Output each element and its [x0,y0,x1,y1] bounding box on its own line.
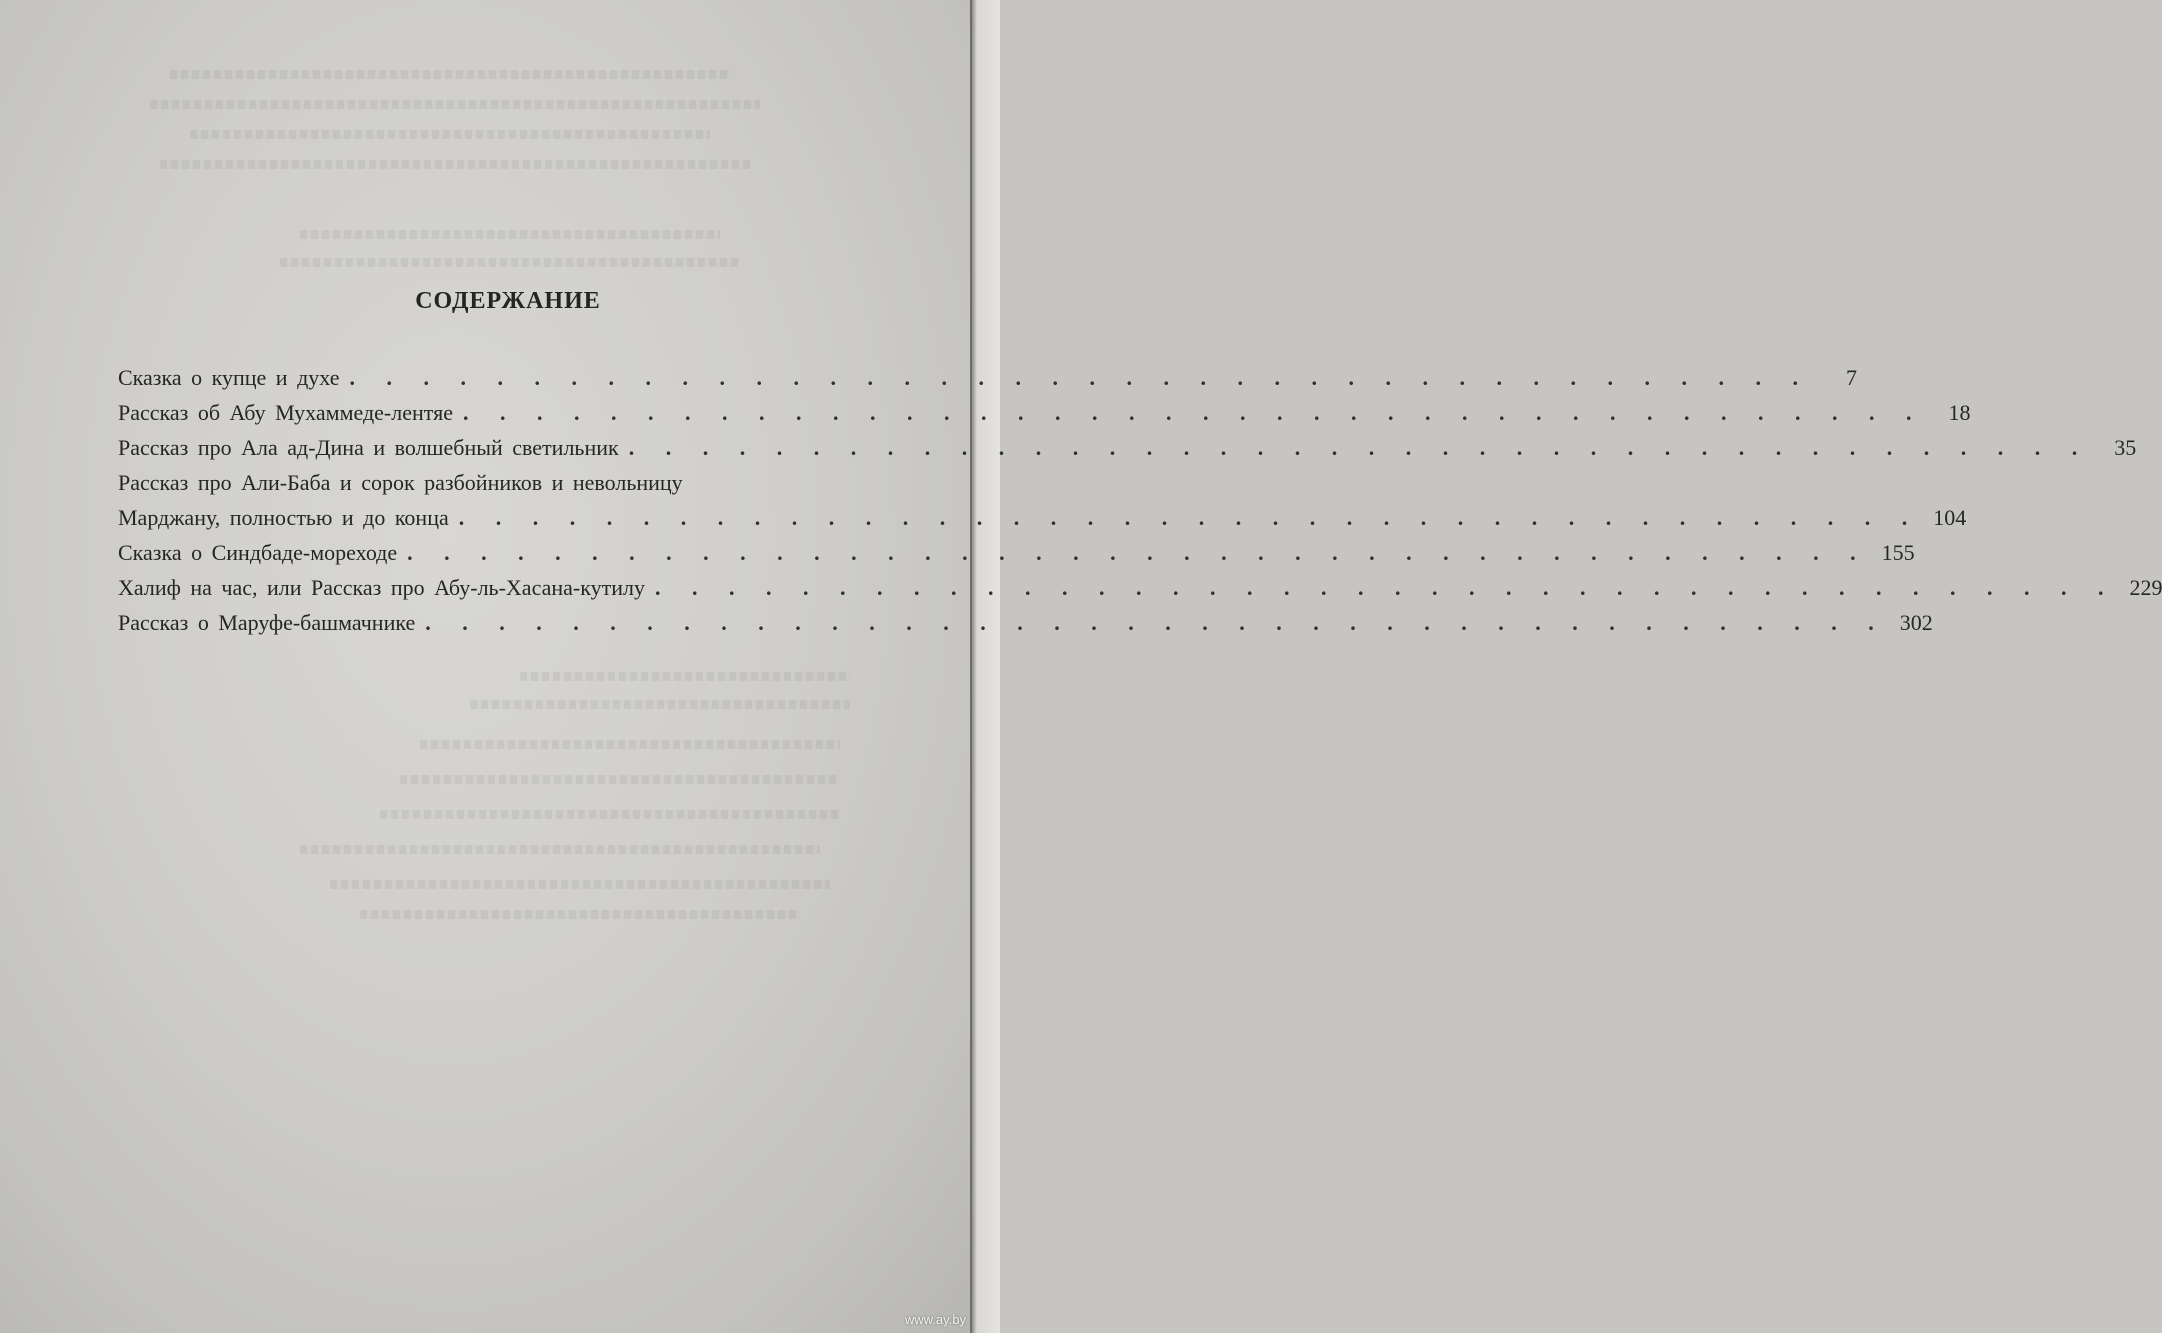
dot-leader: . . . . . . . . . . . . . . . . . . . . . . . . . . . . . . . . . . . . . . . . [628,435,2091,460]
dot-leader: . . . . . . . . . . . . . . . . . . . . . . . . . . . . . . . . . . . . . . . . [425,610,1887,635]
toc-entry-title: Рассказ об Абу Мухаммеде-лентяе [118,400,453,425]
toc-entry-title: Халиф на час, или Рассказ про Абу-ль-Хасана-кутилу [118,575,645,600]
toc-entry-page: 104 [1933,505,1967,530]
toc-entry-title: Сказка о купце и духе [118,365,340,390]
toc-entry-title: Сказка о Синдбаде-мореходе [118,540,398,565]
toc-entry [118,465,916,500]
show-through-text [0,0,1000,1333]
dot-leader: . . . . . . . . . . . . . . . . . . . . . . . . . . . . . . . . . . . . . . . . [407,540,1869,565]
toc-entry-title: Рассказ про Али-Баба и сорок разбойников и невольницу [118,470,683,495]
dot-leader: . . . . . . . . . . . . . . . . . . . . . . . . . . . . . . . . . . . . . . . . [654,575,2117,600]
toc-entry [118,570,2162,605]
dot-leader: . . . . . . . . . . . . . . . . . . . . . . . . . . . . . . . . . . . . . . . . [349,365,1811,390]
toc-entry-title: Марджану, полностью и до конца [118,505,449,530]
table-of-contents [118,360,2162,640]
toc-entry-page: 35 [2114,435,2137,460]
toc-entry [118,500,1967,535]
adjacent-page-edge [970,0,1000,1333]
toc-entry-title: Рассказ про Ала ад-Дина и волшебный светильник [118,435,619,460]
dot-leader: . . . . . . . . . . . . . . . . . . . . . . . . . . . . . . . . . . . . . . . . [462,400,1925,425]
toc-entry-page: 7 [1845,365,1857,390]
dot-leader: . . . . . . . . . . . . . . . . . . . . . . . . . . . . . . . . . . . . . . . . [458,505,1921,530]
toc-entry-page: 229 [2129,575,2162,600]
toc-entry [118,395,1971,430]
toc-entry [118,360,1857,395]
watermark: www.ay.by [904,1312,966,1327]
toc-entry-title: Рассказ о Маруфе-башмачнике [118,610,416,635]
toc-entry-page: 302 [1899,610,1933,635]
toc-entry [118,535,1915,570]
toc-title: СОДЕРЖАНИЕ [415,288,601,314]
toc-entry-page: 155 [1881,540,1915,565]
toc-entry [118,430,2137,465]
toc-entry-page: 18 [1948,400,1971,425]
toc-entry [118,605,1933,640]
